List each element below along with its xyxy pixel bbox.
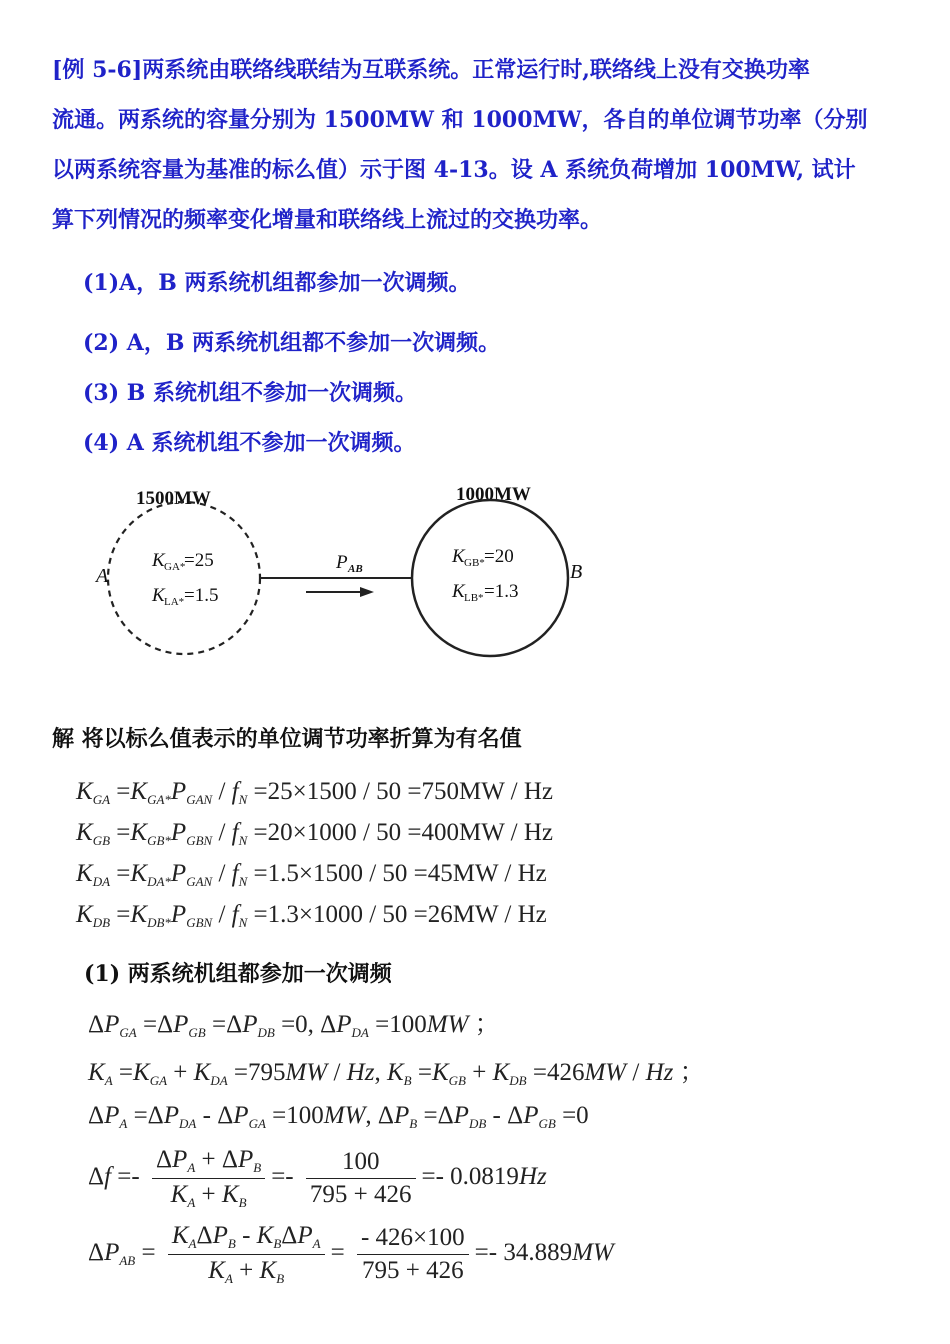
klb-value: =1.3 bbox=[484, 581, 519, 602]
eq-case1-df: Δf =- $\frac{\Delta P_A + \Delta P_B}{K_A + K_B}$ =- $\frac{100}{795 + 426}$ =- 0.0819Hz bbox=[88, 1146, 547, 1210]
problem-line-3: 以两系统容量为基准的标么值）示于图 4-13。设 A 系统负荷增加 100MW, 试计 bbox=[52, 157, 856, 183]
df-result: =- 0.0819 bbox=[421, 1163, 519, 1191]
problem-line-2: 流通。两系统的容量分别为 1500MW 和 1000MW，各自的单位调节功率（分别 bbox=[52, 107, 868, 133]
kgb-value: =20 bbox=[484, 546, 514, 567]
system-a-label: A bbox=[96, 565, 109, 587]
capacity-b-label: 1000MW bbox=[456, 484, 531, 505]
eq-kdb-rhs: =1.3×1000 / 50 =26MW / Hz bbox=[253, 901, 547, 928]
eq-kga: $K_{GA} =K_{GA*}P_{GAN} / f_N =25\times 1500 / 50 =750MW / Hz$ bbox=[76, 778, 553, 807]
case-1-title: (1) 两系统机组都参加一次调频 bbox=[84, 961, 392, 987]
eq-kgb-rhs: =20×1000 / 50 =400MW / Hz bbox=[253, 819, 553, 846]
pab-fraction-symbolic: $\frac{K_A\Delta P_B - K_B\Delta P_A}{K_A + K_B}$ bbox=[168, 1222, 325, 1287]
kla-symbol: K bbox=[152, 585, 165, 606]
df-denominator: 795 + 426 bbox=[309, 1181, 412, 1208]
eq-kga-rhs: =25×1500 / 50 =750MW / Hz bbox=[253, 778, 553, 805]
df-fraction-numeric bbox=[306, 1148, 416, 1209]
eq-case1-k: $K_A =K_{GA} + K_{DA} =795MW / Hz$, $K_B =K_{GB} + K_{DB} =426MW / Hz$ ； bbox=[88, 1059, 705, 1088]
problem-item-2: (2) A，B 两系统机组都不参加一次调频。 bbox=[83, 330, 501, 356]
capacity-a-label: 1500MW bbox=[136, 488, 211, 509]
df-numerator: 100 bbox=[306, 1148, 416, 1179]
problem-item-4: (4) A 系统机组不参加一次调频。 bbox=[83, 430, 416, 456]
kgb-subscript: GB* bbox=[464, 557, 485, 569]
eq-kgb: $K_{GB} =K_{GB*}P_{GBN} / f_N =20\times 1000 / 50 =400MW / Hz$ bbox=[76, 819, 553, 848]
eq-case1-dp: $\Delta P_A =\Delta P_{DA} - \Delta P_{GA} =100MW$, $\Delta P_B =\Delta P_{DB} - \Delta P_{GB} =0$ bbox=[88, 1102, 589, 1131]
kgb-symbol: K bbox=[452, 546, 465, 567]
power-flow-arrow-icon bbox=[360, 587, 374, 597]
eq-kda: $K_{DA} =K_{DA*}P_{GAN} / f_N =1.5\times 1500 / 50 =45MW / Hz$ bbox=[76, 860, 547, 889]
eq-case1-pab: $\Delta P_{AB}$ = $\frac{K_A\Delta P_B - K_B\Delta P_A}{K_A + K_B}$ = $\frac{- 426\times 100}{795 + 426}$ =- 34.889MW bbox=[88, 1222, 614, 1286]
df-fraction-symbolic: $\frac{\Delta P_A + \Delta P_B}{K_A + K_B}$ bbox=[152, 1146, 265, 1211]
problem-item-3: (3) B 系统机组不参加一次调频。 bbox=[83, 380, 418, 406]
kga-value: =25 bbox=[184, 550, 214, 571]
system-a-circle bbox=[108, 502, 260, 654]
solution-intro: 解 将以标么值表示的单位调节功率折算为有名值 bbox=[52, 726, 522, 752]
interconnection-diagram bbox=[0, 470, 950, 680]
kga-subscript: GA* bbox=[164, 561, 186, 573]
problem-line-4: 算下列情况的频率变化增量和联络线上流过的交换功率。 bbox=[52, 207, 603, 233]
pab-subscript: AB bbox=[348, 563, 363, 575]
pab-fraction-numeric bbox=[357, 1224, 469, 1285]
klb-symbol: K bbox=[452, 581, 465, 602]
pab-numerator: - 426×100 bbox=[357, 1224, 469, 1255]
kla-subscript: LA* bbox=[164, 596, 185, 608]
eq-case1-increments: $\Delta P_{GA} =\Delta P_{GB} =\Delta P_{DB} =0$, $\Delta P_{DA} =100MW$ ； bbox=[88, 1011, 500, 1040]
system-b-label: B bbox=[570, 561, 583, 583]
kga-symbol: K bbox=[152, 550, 165, 571]
klb-subscript: LB* bbox=[464, 592, 484, 604]
eq-kda-rhs: =1.5×1500 / 50 =45MW / Hz bbox=[253, 860, 547, 887]
pab-symbol: P bbox=[336, 552, 348, 573]
pab-denominator: 795 + 426 bbox=[361, 1257, 464, 1284]
eq-kdb: $K_{DB} =K_{DB*}P_{GBN} / f_N =1.3\times 1000 / 50 =26MW / Hz$ bbox=[76, 901, 547, 930]
system-b-circle bbox=[412, 500, 568, 656]
kla-value: =1.5 bbox=[184, 585, 219, 606]
problem-item-1: (1)A，B 两系统机组都参加一次调频。 bbox=[83, 270, 471, 296]
problem-line-1: [例 5-6]两系统由联络线联结为互联系统。正常运行时,联络线上没有交换功率 bbox=[52, 57, 810, 83]
pab-result: =- 34.889 bbox=[474, 1239, 573, 1267]
